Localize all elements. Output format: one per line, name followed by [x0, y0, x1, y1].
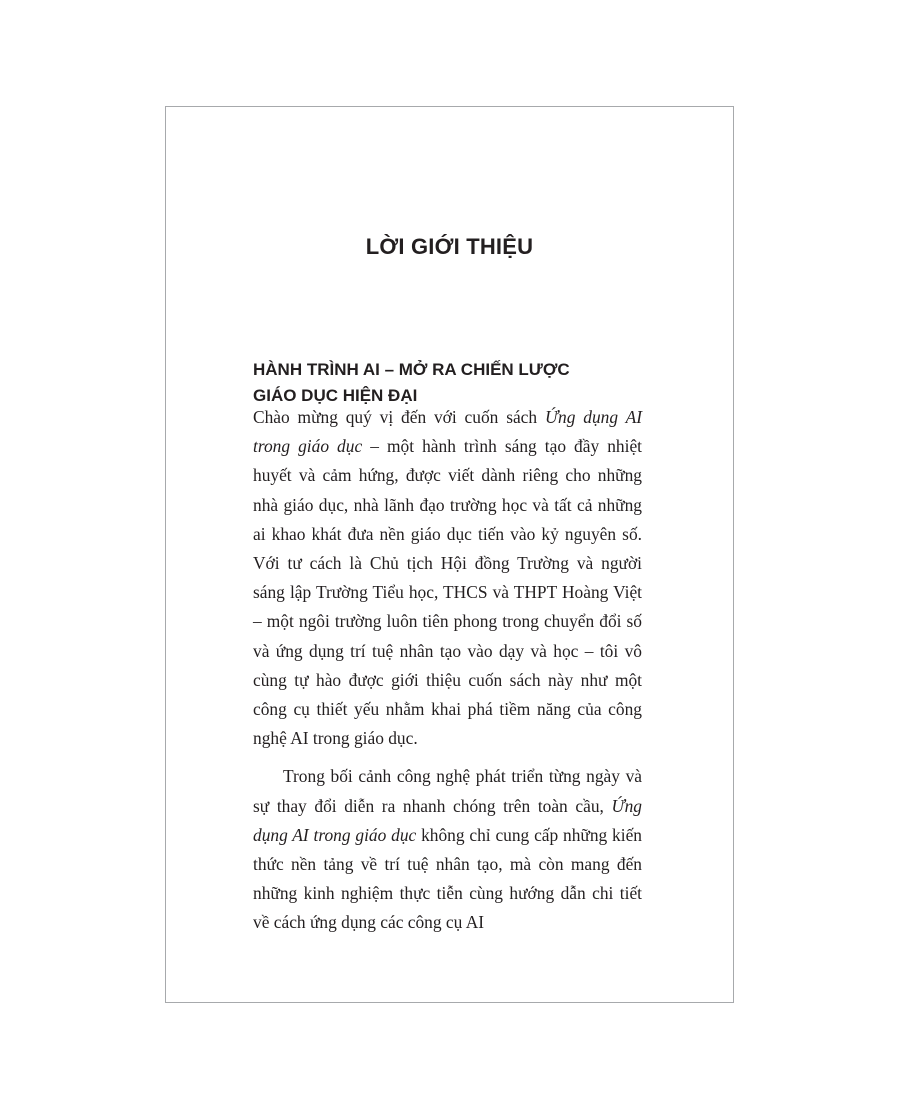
section-heading	[253, 357, 673, 409]
book-title-italic: Ứng dụng AI trong giáo dục	[253, 407, 643, 457]
paragraph-2	[253, 762, 642, 937]
section-heading-line-2: GIÁO DỤC HIỆN ĐẠI	[253, 386, 418, 405]
section-heading-line-1: HÀNH TRÌNH AI – MỞ RA CHIẾN LƯỢC	[253, 360, 570, 379]
book-title-italic: Ứng dụng AI trong giáo dục	[253, 795, 642, 845]
paragraph-1-lead: Chào mừng quý vị đến với cuốn sách	[253, 407, 545, 427]
body-text	[253, 403, 642, 938]
paragraph-2-lead: Trong bối cảnh công nghệ phát triển từng ngày và sự thay đổi diễn ra nhanh chóng trên toàn cầu,	[253, 766, 642, 816]
paragraph-1-rest: – một hành trình sáng tạo đầy nhiệt huyết và cảm hứng, được viết dành riêng cho những nhà giáo dục, nhà lãnh đạo trường học và tất cả những ai khao khát đưa nền giáo dục tiến vào kỷ nguyên số. Với tư cách là Chủ tịch Hội đồng Trường và người sáng lập Trường Tiểu học, THCS và THPT Hoàng Việt – một ngôi trường luôn tiên phong trong chuyển đổi số và ứng dụng trí tuệ nhân tạo vào dạy và học – tôi vô cùng tự hào được giới thiệu cuốn sách này như một công cụ thiết yếu nhằm khai phá tiềm năng của công nghệ AI trong giáo dục.	[253, 436, 642, 749]
chapter-title: LỜI GIỚI THIỆU	[365, 234, 534, 259]
paragraph-2-rest: không chỉ cung cấp những kiến thức nền tảng về trí tuệ nhân tạo, mà còn mang đến những kinh nghiệm thực tiễn cùng hướng dẫn chi tiết về cách ứng dụng các công cụ AI	[253, 824, 642, 933]
paragraph-1	[253, 403, 642, 753]
book-page	[165, 106, 734, 1003]
